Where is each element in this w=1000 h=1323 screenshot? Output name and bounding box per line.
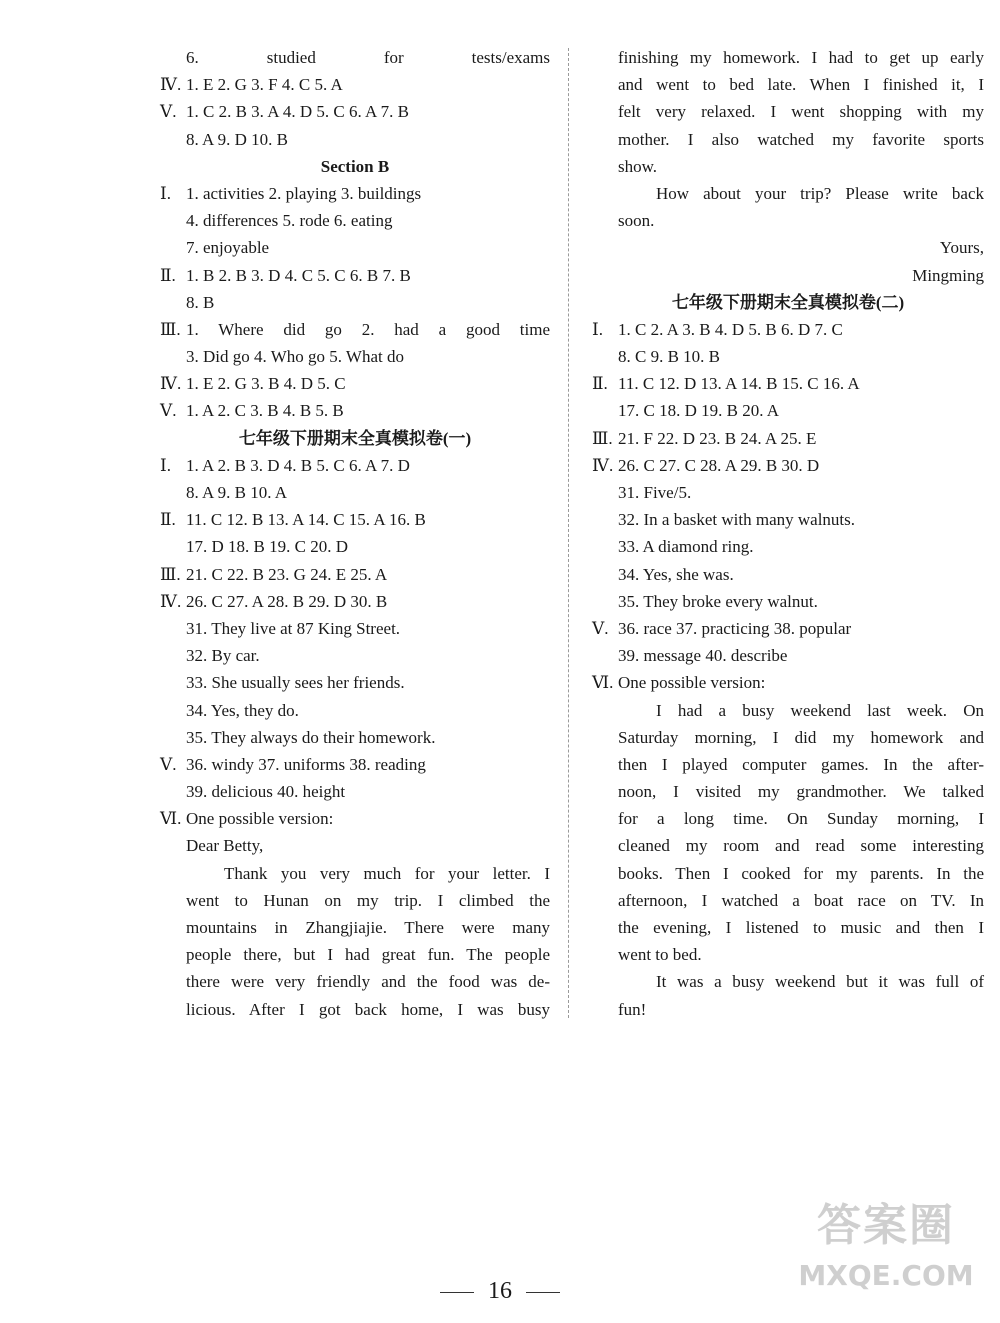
line-text: 6. studied for tests/exams (186, 48, 550, 67)
line-text: the evening, I listened to music and then I (618, 918, 984, 937)
line-text: 1. C 2. B 3. A 4. D 5. C 6. A 7. B (186, 102, 409, 122)
answer-line (160, 234, 550, 261)
answer-line (160, 724, 550, 751)
line-text: soon. (618, 211, 655, 231)
watermark-logo (786, 1196, 986, 1314)
answer-line (160, 316, 550, 343)
answer-line (592, 153, 984, 180)
page-number: 16 (488, 1278, 512, 1304)
roman-numeral-label: Ⅲ. (592, 428, 613, 448)
line-text: 31. Five/5. (618, 483, 692, 502)
column-divider (568, 48, 569, 1018)
line-text: 34. Yes, she was. (618, 564, 734, 584)
answer-line (592, 126, 984, 153)
line-text: 11. C 12. D 13. A 14. B 15. C 16. A (618, 374, 860, 394)
roman-numeral-label: Ⅳ. (160, 591, 182, 611)
line-text: Mingming (912, 265, 984, 285)
line-text: Thank you very much for your letter. I (224, 863, 550, 883)
line-text: 26. C 27. A 28. B 29. D 30. B (186, 591, 388, 611)
answer-line (592, 316, 984, 343)
answer-line (160, 98, 550, 125)
answer-line (160, 44, 550, 71)
answer-line (592, 724, 984, 751)
answer-line (160, 615, 550, 642)
answer-line (592, 262, 984, 289)
answer-line (592, 941, 984, 968)
line-text: fun! (618, 999, 647, 1019)
answer-line (592, 669, 984, 696)
answer-line (160, 479, 550, 506)
line-text: 8. B (186, 292, 215, 312)
answer-line (592, 98, 984, 125)
section-heading (160, 425, 550, 452)
roman-numeral-label: Ⅰ. (592, 319, 603, 339)
watermark-top-text: 答案圈 (817, 1200, 955, 1251)
roman-numeral-label: Ⅴ. (592, 618, 609, 638)
line-text: 33. She usually sees her friends. (186, 673, 405, 693)
answer-line (592, 588, 984, 615)
line-text: Yours, (939, 238, 984, 258)
answer-line (592, 71, 984, 98)
answer-line (160, 697, 550, 724)
answer-line (592, 615, 984, 642)
line-text: 33. A diamond ring. (618, 537, 754, 557)
line-text: for a long time. On Sunday morning, I (618, 809, 984, 829)
line-text: licious. After I got back home, I was busy (186, 999, 550, 1019)
line-text: afternoon, I watched a boat race on TV. In (618, 890, 984, 910)
line-text: 39. message 40. describe (618, 646, 788, 666)
answer-line (160, 642, 550, 669)
roman-numeral-label: Ⅴ. (160, 401, 177, 421)
answer-line (592, 968, 984, 995)
roman-numeral-label: Ⅰ. (160, 183, 171, 203)
answer-line (592, 751, 984, 778)
answer-line (592, 860, 984, 887)
line-text: 8. A 9. D 10. B (186, 129, 289, 149)
answer-line (592, 180, 984, 207)
roman-numeral-label: Ⅳ. (160, 75, 182, 95)
line-text: 七年级下册期末全真模拟卷(一) (238, 428, 472, 448)
answer-line (592, 805, 984, 832)
line-text: and went to bed late. When I finished it, I (618, 75, 984, 95)
line-text: Section B (320, 156, 390, 176)
roman-numeral-label: Ⅳ. (160, 374, 182, 394)
answer-line (592, 778, 984, 805)
roman-numeral-label: Ⅲ. (160, 319, 181, 339)
line-text: books. Then I cooked for my parents. In the (618, 863, 984, 883)
answer-line (592, 397, 984, 424)
line-text: 8. C 9. B 10. B (618, 347, 721, 367)
roman-numeral-label: Ⅳ. (592, 455, 614, 475)
line-text: 35. They always do their homework. (186, 727, 436, 747)
line-text: 1. Where did go 2. had a good time (186, 319, 550, 339)
answer-line (592, 642, 984, 669)
footer-dash-left (440, 1292, 474, 1293)
line-text: 4. differences 5. rode 6. eating (186, 211, 393, 231)
line-text: It was a busy weekend but it was full of (656, 972, 984, 992)
answer-line (592, 44, 984, 71)
answer-line (592, 370, 984, 397)
answer-line (160, 860, 550, 887)
line-text: How about your trip? Please write back (656, 183, 984, 203)
answer-line (160, 887, 550, 914)
roman-numeral-label: Ⅴ. (160, 102, 177, 122)
answer-line (160, 506, 550, 533)
line-text: mother. I also watched my favorite sports (618, 129, 984, 149)
answer-line (592, 506, 984, 533)
answer-line (592, 996, 984, 1023)
line-text: went to Hunan on my trip. I climbed the (186, 890, 550, 910)
roman-numeral-label: Ⅵ. (592, 673, 614, 693)
roman-numeral-label: Ⅵ. (160, 809, 182, 829)
answer-line (592, 234, 984, 261)
answer-line (160, 452, 550, 479)
line-text: 1. E 2. G 3. F 4. C 5. A (186, 75, 343, 95)
line-text: 32. In a basket with many walnuts. (618, 510, 856, 530)
answer-line (592, 452, 984, 479)
line-text: 17. C 18. D 19. B 20. A (618, 401, 780, 421)
line-text: show. (618, 156, 658, 176)
answer-line (160, 669, 550, 696)
answer-line (160, 805, 550, 832)
answer-line (160, 126, 550, 153)
answer-line (160, 262, 550, 289)
line-text: went to bed. (618, 945, 702, 965)
answer-line (160, 207, 550, 234)
section-heading (160, 153, 550, 180)
roman-numeral-label: Ⅰ. (160, 455, 171, 475)
answer-line (160, 996, 550, 1023)
line-text: 32. By car. (186, 646, 260, 666)
line-text: 36. windy 37. uniforms 38. reading (186, 754, 426, 774)
line-text: Dear Betty, (186, 836, 264, 856)
answer-line (592, 425, 984, 452)
answer-line (160, 941, 550, 968)
answer-line (160, 832, 550, 859)
answer-line (160, 370, 550, 397)
line-text: I had a busy weekend last week. On (656, 700, 984, 720)
line-text: 31. They live at 87 King Street. (186, 618, 401, 638)
answer-line (160, 397, 550, 424)
line-text: 21. C 22. B 23. G 24. E 25. A (186, 564, 388, 584)
line-text: One possible version: (186, 809, 334, 829)
line-text: 17. D 18. B 19. C 20. D (186, 537, 348, 557)
line-text: 21. F 22. D 23. B 24. A 25. E (618, 428, 817, 448)
answer-line (592, 561, 984, 588)
line-text: 34. Yes, they do. (186, 700, 299, 720)
left-column (160, 44, 550, 1023)
answer-line (160, 751, 550, 778)
line-text: 39. delicious 40. height (186, 782, 346, 802)
line-text: felt very relaxed. I went shopping with my (618, 102, 984, 122)
answer-line (592, 479, 984, 506)
line-text: Saturday morning, I did my homework and (618, 727, 984, 747)
line-text: then I played computer games. In the after- (618, 754, 984, 774)
answer-line (160, 289, 550, 316)
line-text: 36. race 37. practicing 38. popular (618, 618, 852, 638)
footer-dash-right (526, 1292, 560, 1293)
answer-line (160, 71, 550, 98)
line-text: One possible version: (618, 673, 766, 693)
line-text: finishing my homework. I had to get up early (618, 48, 984, 67)
roman-numeral-label: Ⅲ. (160, 564, 181, 584)
line-text: 7. enjoyable (186, 238, 270, 258)
answer-line (160, 561, 550, 588)
line-text: cleaned my room and read some interesting (618, 836, 984, 856)
roman-numeral-label: Ⅴ. (160, 754, 177, 774)
line-text: 1. C 2. A 3. B 4. D 5. B 6. D 7. C (618, 319, 843, 339)
line-text: 26. C 27. C 28. A 29. B 30. D (618, 455, 820, 475)
line-text: noon, I visited my grandmother. We talked (618, 782, 984, 802)
right-column (592, 44, 984, 1023)
line-text: 11. C 12. B 13. A 14. C 15. A 16. B (186, 510, 426, 530)
line-text: mountains in Zhangjiajie. There were many (186, 918, 550, 937)
line-text: 1. B 2. B 3. D 4. C 5. C 6. B 7. B (186, 265, 411, 285)
answer-line (592, 887, 984, 914)
answer-line (160, 588, 550, 615)
watermark-bottom-text: MXQE.COM (798, 1259, 974, 1292)
line-text: 35. They broke every walnut. (618, 591, 818, 611)
answer-line (592, 832, 984, 859)
answer-line (592, 207, 984, 234)
roman-numeral-label: Ⅱ. (592, 374, 608, 394)
line-text: 1. E 2. G 3. B 4. D 5. C (186, 374, 346, 394)
answer-line (592, 343, 984, 370)
answer-line (592, 914, 984, 941)
line-text: 1. A 2. C 3. B 4. B 5. B (186, 401, 344, 421)
answer-line (160, 914, 550, 941)
answer-line (592, 533, 984, 560)
line-text: people there, but I had great fun. The people (186, 945, 550, 965)
answer-line (160, 180, 550, 207)
line-text: 1. activities 2. playing 3. buildings (186, 183, 422, 203)
line-text: 8. A 9. B 10. A (186, 483, 288, 502)
line-text: 3. Did go 4. Who go 5. What do (186, 347, 404, 367)
roman-numeral-label: Ⅱ. (160, 265, 176, 285)
answer-line (160, 968, 550, 995)
answer-line (160, 778, 550, 805)
section-heading (592, 289, 984, 316)
line-text: 七年级下册期末全真模拟卷(二) (671, 292, 905, 312)
answer-line (160, 533, 550, 560)
answer-line (160, 343, 550, 370)
roman-numeral-label: Ⅱ. (160, 510, 176, 530)
answer-line (592, 697, 984, 724)
line-text: there were very friendly and the food was de- (186, 972, 550, 992)
line-text: 1. A 2. B 3. D 4. B 5. C 6. A 7. D (186, 455, 410, 475)
